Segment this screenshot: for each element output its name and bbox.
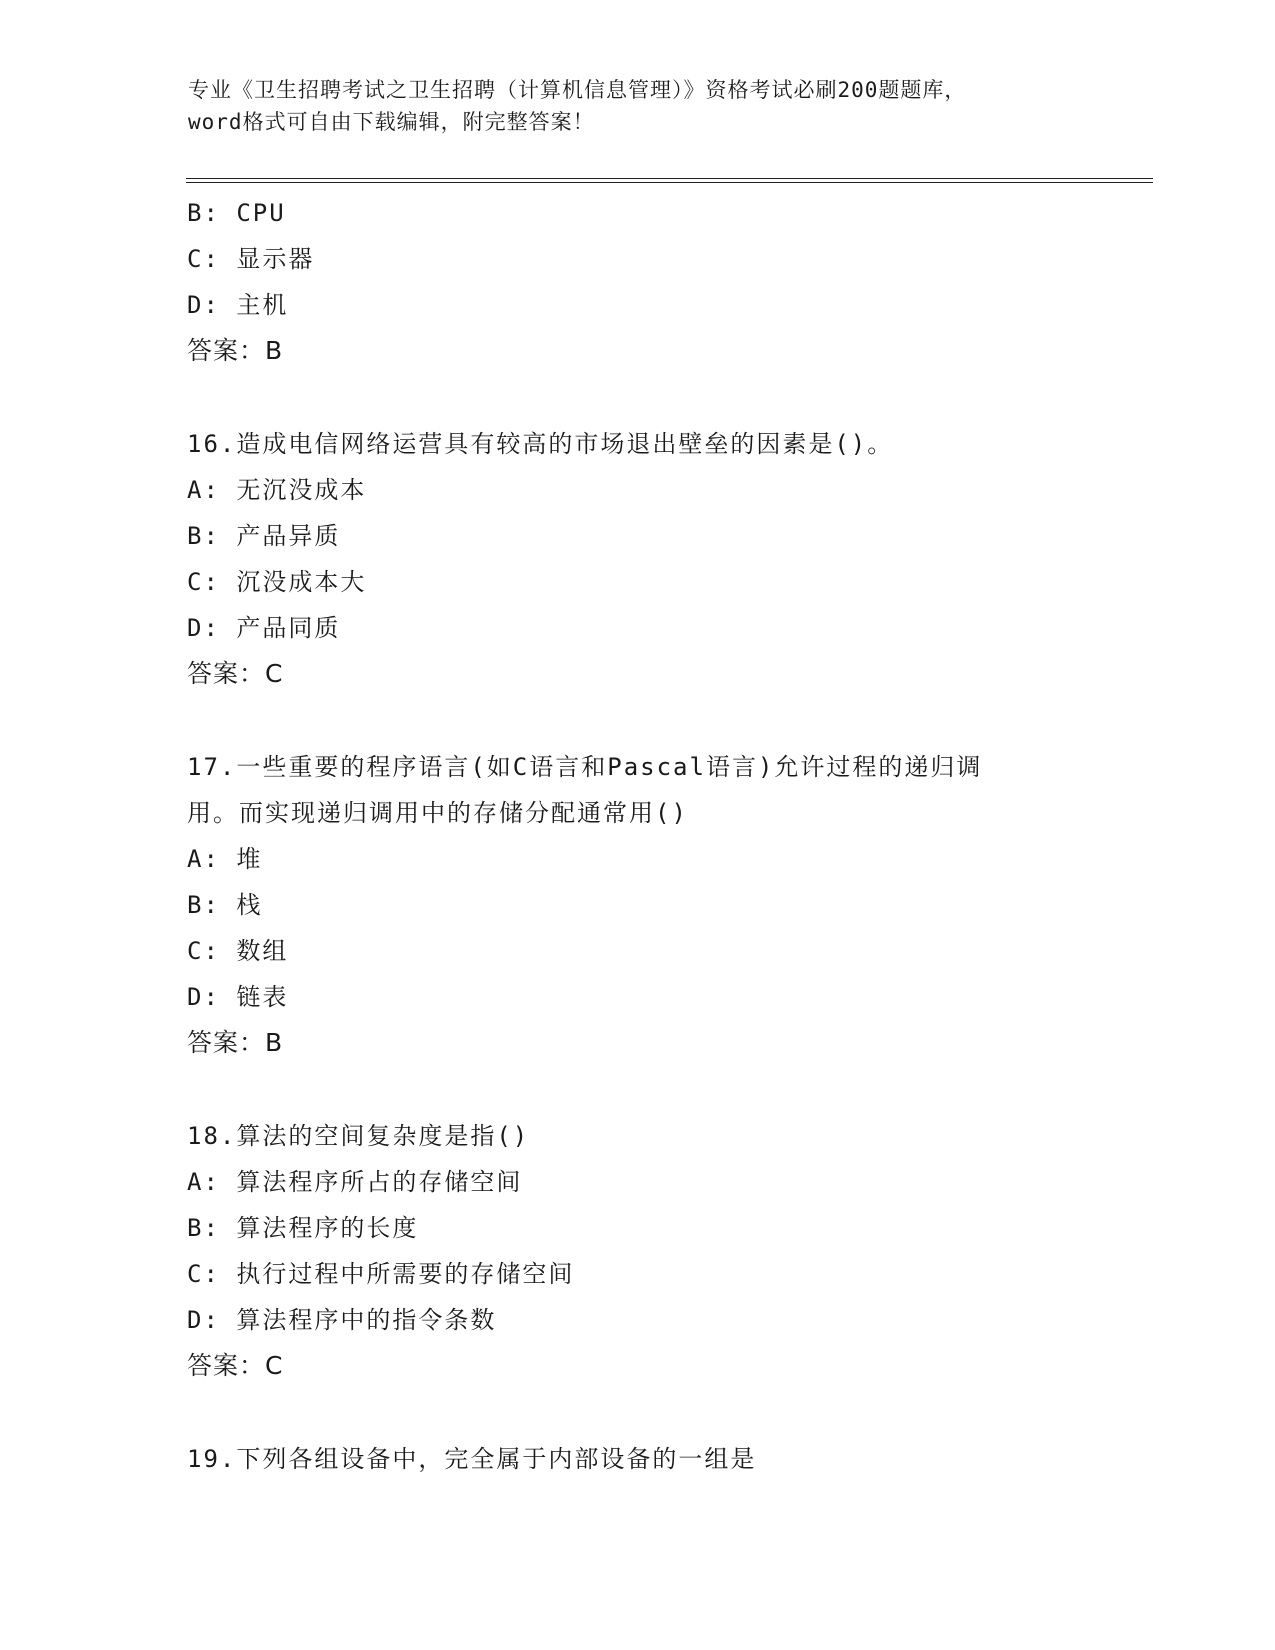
answer-label: 答案：B bbox=[187, 1028, 284, 1057]
spacer bbox=[187, 697, 1087, 744]
question-19-block bbox=[187, 1436, 1087, 1482]
option-a: A: 算法程序所占的存储空间 bbox=[187, 1168, 523, 1196]
option-a: A: 堆 bbox=[187, 845, 263, 873]
option-b: B: 算法程序的长度 bbox=[187, 1214, 419, 1242]
header-divider-top bbox=[186, 178, 1153, 179]
option-c: C: 执行过程中所需要的存储空间 bbox=[187, 1260, 575, 1288]
header-title-line-2: word格式可自由下载编辑，附完整答案！ bbox=[188, 110, 595, 134]
question-stem: 19.下列各组设备中，完全属于内部设备的一组是 bbox=[187, 1445, 757, 1473]
option-c: C: 数组 bbox=[187, 937, 289, 965]
question-stem: 18.算法的空间复杂度是指() bbox=[187, 1122, 530, 1150]
option-a: A: 无沉没成本 bbox=[187, 476, 367, 504]
option-b: B: CPU bbox=[187, 199, 286, 227]
option-c: C: 沉没成本大 bbox=[187, 568, 367, 596]
spacer bbox=[187, 1066, 1087, 1113]
question-stem: 16.造成电信网络运营具有较高的市场退出壁垒的因素是()。 bbox=[187, 430, 894, 458]
spacer bbox=[187, 374, 1087, 421]
document-header bbox=[188, 74, 1088, 138]
question-stem-line-1: 17.一些重要的程序语言(如C语言和Pascal语言)允许过程的递归调 bbox=[187, 753, 983, 781]
option-b: B: 栈 bbox=[187, 891, 263, 919]
answer-label: 答案：B bbox=[187, 336, 284, 365]
question-15-block bbox=[187, 190, 1087, 374]
question-stem-line-2: 用。而实现递归调用中的存储分配通常用() bbox=[187, 799, 688, 827]
answer-label: 答案：C bbox=[187, 1351, 284, 1380]
option-d: D: 产品同质 bbox=[187, 614, 341, 642]
question-content bbox=[187, 190, 1087, 1482]
header-divider-bottom bbox=[186, 182, 1153, 183]
option-d: D: 主机 bbox=[187, 291, 289, 319]
option-c: C: 显示器 bbox=[187, 245, 315, 273]
option-d: D: 算法程序中的指令条数 bbox=[187, 1306, 497, 1334]
header-title-line-1: 专业《卫生招聘考试之卫生招聘（计算机信息管理）》资格考试必刷200题题库， bbox=[188, 78, 967, 102]
option-b: B: 产品异质 bbox=[187, 522, 341, 550]
question-16-block bbox=[187, 421, 1087, 697]
spacer bbox=[187, 1389, 1087, 1436]
answer-label: 答案：C bbox=[187, 659, 284, 688]
option-d: D: 链表 bbox=[187, 983, 289, 1011]
question-17-block bbox=[187, 744, 1087, 1066]
question-18-block bbox=[187, 1113, 1087, 1389]
